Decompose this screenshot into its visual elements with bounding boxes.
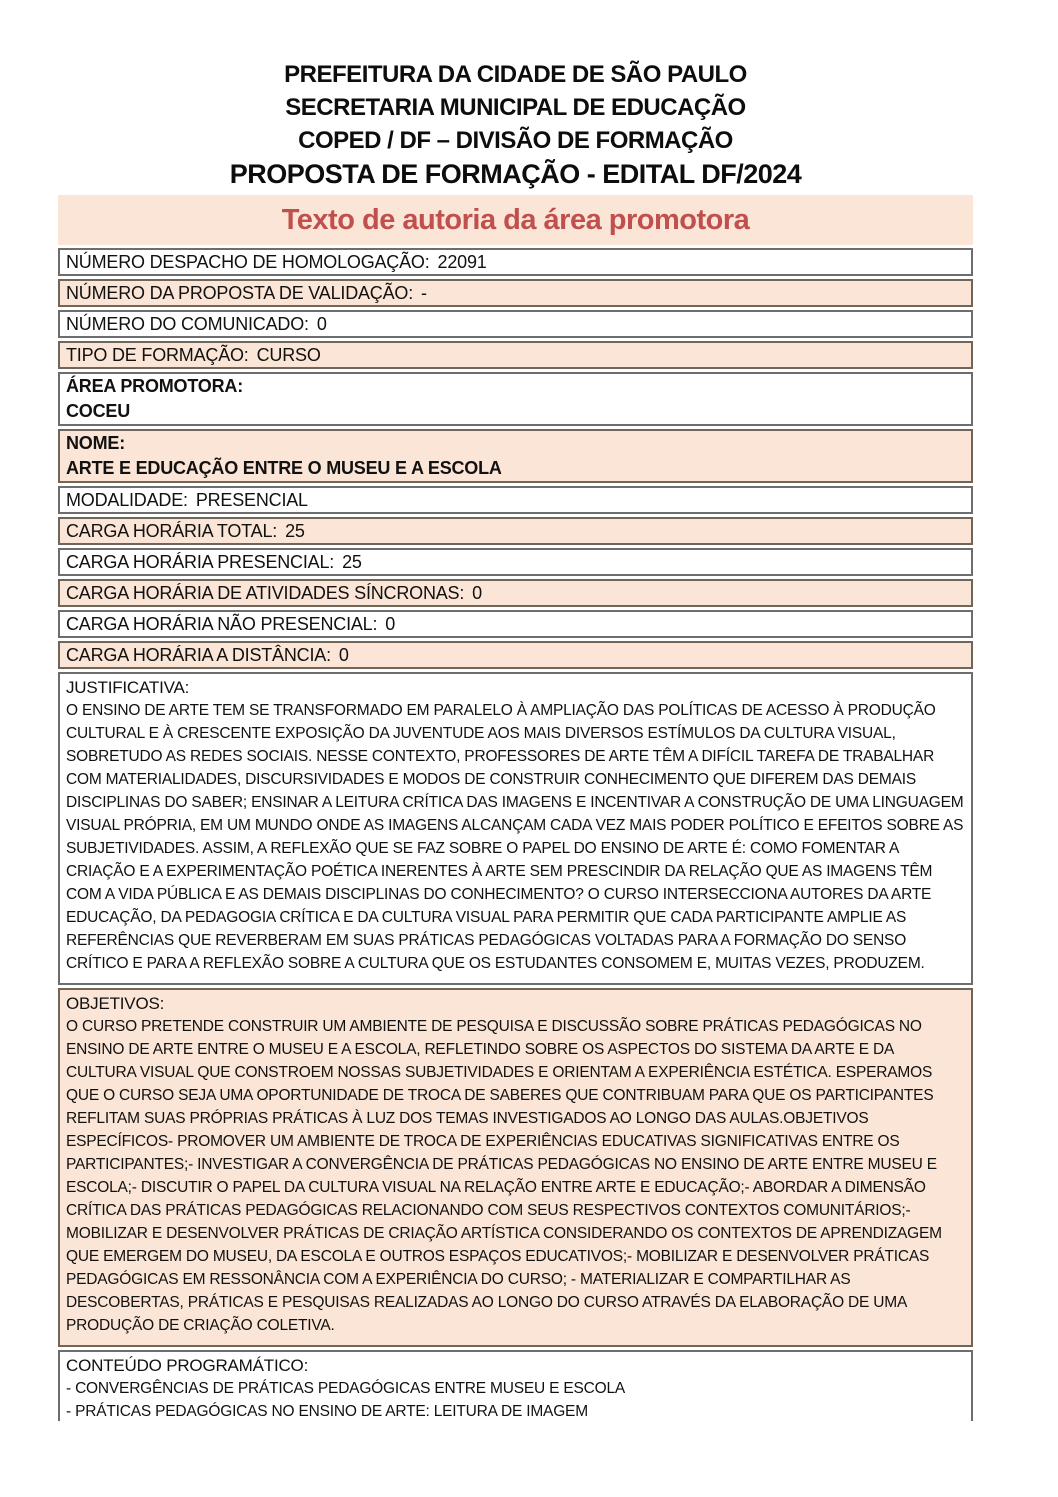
row-tipo-formacao [58,341,973,369]
section-line: - CONVERGÊNCIAS DE PRÁTICAS PEDAGÓGICAS ENTRE MUSEU E ESCOLA [66,1380,626,1397]
document-header [58,58,973,191]
row-carga-horaria-sincronas [58,579,973,607]
header-line-secretaria: SECRETARIA MUNICIPAL DE EDUCAÇÃO [285,94,746,121]
field-label: NÚMERO DA PROPOSTA DE VALIDAÇÃO: [66,282,414,303]
field-value: CURSO [256,344,321,365]
header-line-coped: COPED / DF – DIVISÃO DE FORMAÇÃO [298,127,733,154]
row-numero-despacho-homologacao [58,248,973,276]
field-value: 0 [472,582,482,603]
row-numero-proposta-validacao [58,279,973,307]
field-label: TIPO DE FORMAÇÃO: [66,344,249,365]
section-justificativa [58,672,973,985]
field-value: 0 [385,613,396,634]
field-label: CARGA HORÁRIA TOTAL: [66,520,278,541]
field-value: 0 [316,313,327,334]
field-label: CARGA HORÁRIA PRESENCIAL: [66,551,335,572]
field-value: 25 [342,551,362,572]
field-label: NÚMERO DO COMUNICADO: [66,313,309,334]
section-title: OBJETIVOS: [66,994,165,1013]
field-value: - [421,282,427,303]
field-value: 22091 [437,251,487,272]
banner-texto-autoria: Texto de autoria da área promotora [58,195,973,245]
section-conteudo-programatico [58,1350,973,1421]
section-objetivos [58,988,973,1347]
field-value: COCEU [66,401,131,421]
section-title: JUSTIFICATIVA: [66,678,190,697]
row-carga-horaria-distancia [58,641,973,669]
field-label: MODALIDADE: [66,489,188,510]
field-label: ÁREA PROMOTORA: [66,376,244,396]
header-line-prefeitura: PREFEITURA DA CIDADE DE SÃO PAULO [284,61,747,88]
document-content [58,0,973,1421]
field-label: CARGA HORÁRIA DE ATIVIDADES SÍNCRONAS: [66,582,465,603]
field-value: PRESENCIAL [195,489,308,510]
row-numero-comunicado [58,310,973,338]
header-line-proposta: PROPOSTA DE FORMAÇÃO - EDITAL DF/2024 [229,159,802,189]
row-carga-horaria-presencial [58,548,973,576]
row-nome [58,429,973,483]
form-rows [58,248,973,1421]
field-value: 25 [285,520,305,541]
section-body: O CURSO PRETENDE CONSTRUIR UM AMBIENTE DE PESQUISA E DISCUSSÃO SOBRE PRÁTICAS PEDAGÓGICAS NO ENSINO DE ARTE ENTRE O MUSEU E A ESCOLA, REFLETINDO SOBRE OS ASPECTOS DO SISTEMA DA ARTE E DA CULTURA VISUAL QUE CONSTROEM NOSSAS SUBJETIVIDADES E ORIENTAM A EXPERIÊNCIA ESTÉTICA. ESPERAMOS QUE O CURSO SEJA UMA OPORTUNIDADE DE TROCA DE SABERES QUE CONTRIBUAM PARA QUE OS PARTICIPANTES REFLITAM SUAS PRÓPRIAS PRÁTICAS À LUZ DOS TEMAS INVESTIGADOS AO LONGO DAS AULAS.OBJETIVOS ESPECÍFICOS- PROMOVER UM AMBIENTE DE TROCA DE EXPERIÊNCIAS EDUCATIVAS SIGNIFICATIVAS ENTRE OS PARTICIPANTES;- INVESTIGAR A CONVERGÊNCIA DE PRÁTICAS PEDAGÓGICAS NO ENSINO DE ARTE ENTRE MUSEU E ESCOLA;- DISCUTIR O PAPEL DA CULTURA VISUAL NA RELAÇÃO ENTRE ARTE E EDUCAÇÃO;- ABORDAR A DIMENSÃO CRÍTICA DAS PRÁTICAS PEDAGÓGICAS RELACIONANDO COM SEUS RESPECTIVOS CONTEXTOS COMUNITÁRIOS;- MOBILIZAR E DESENVOLVER PRÁTICAS DE CRIAÇÃO ARTÍSTICA CONSIDERANDO OS CONTEXTOS DE APRENDIZAGEM QUE EMERGEM DO MUSEU, DA ESCOLA E OUTROS ESPAÇOS EDUCATIVOS;- MOBILIZAR E DESENVOLVER PRÁTICAS PEDAGÓGICAS EM RESSONÂNCIA COM A EXPERIÊNCIA DO CURSO; - MATERIALIZAR E COMPARTILHAR AS DESCOBERTAS, PRÁTICAS E PESQUISAS REALIZADAS AO LONGO DO CURSO ATRAVÉS DA ELABORAÇÃO DE UMA PRODUÇÃO DE CRIAÇÃO COLETIVA. [66,1018,942,1334]
field-label: NÚMERO DESPACHO DE HOMOLOGAÇÃO: [66,251,430,272]
field-label: CARGA HORÁRIA NÃO PRESENCIAL: [66,613,378,634]
row-carga-horaria-nao-presencial [58,610,973,638]
section-line: - PRÁTICAS PEDAGÓGICAS NO ENSINO DE ARTE: LEITURA DE IMAGEM [66,1403,588,1420]
section-title: CONTEÚDO PROGRAMÁTICO: [66,1356,309,1375]
section-body: O ENSINO DE ARTE TEM SE TRANSFORMADO EM PARALELO À AMPLIAÇÃO DAS POLÍTICAS DE ACESSO À PRODUÇÃO CULTURAL E À CRESCENTE EXPOSIÇÃO DA JUVENTUDE AOS MAIS DIVERSOS ESTÍMULOS DA CULTURA VISUAL, SOBRETUDO AS REDES SOCIAIS. NESSE CONTEXTO, PROFESSORES DE ARTE TÊM A DIFÍCIL TAREFA DE TRABALHAR COM MATERIALIDADES, DISCURSIVIDADES E MODOS DE CONSTRUIR CONHECIMENTO QUE DIFEREM DAS DEMAIS DISCIPLINAS DO SABER; ENSINAR A LEITURA CRÍTICA DAS IMAGENS E INCENTIVAR A CONSTRUÇÃO DE UMA LINGUAGEM VISUAL PRÓPRIA, EM UM MUNDO ONDE AS IMAGENS ALCANÇAM CADA VEZ MAIS PODER POLÍTICO E EFEITOS SOBRE AS SUBJETIVIDADES. ASSIM, A REFLEXÃO QUE SE FAZ SOBRE O PAPEL DO ENSINO DE ARTE É: COMO FOMENTAR A CRIAÇÃO E A EXPERIMENTAÇÃO POÉTICA INERENTES À ARTE SEM PRESCINDIR DA RELAÇÃO QUE AS IMAGENS TÊM COM A VIDA PÚBLICA E AS DEMAIS DISCIPLINAS DO CONHECIMENTO? O CURSO INTERSECCIONA AUTORES DA ARTE EDUCAÇÃO, DA PEDAGOGIA CRÍTICA E DA CULTURA VISUAL PARA PERMITIR QUE CADA PARTICIPANTE AMPLIE AS REFERÊNCIAS QUE REVERBERAM EM SUAS PRÁTICAS PEDAGÓGICAS VOLTADAS PARA A FORMAÇÃO DO SENSO CRÍTICO E PARA A REFLEXÃO SOBRE A CULTURA QUE OS ESTUDANTES CONSOMEM E, MUITAS VEZES, PRODUZEM. [66,702,964,972]
field-value: 0 [338,644,349,665]
field-value: ARTE E EDUCAÇÃO ENTRE O MUSEU E A ESCOLA [66,458,502,478]
row-area-promotora [58,372,973,426]
field-label: CARGA HORÁRIA A DISTÂNCIA: [66,644,331,665]
field-label: NOME: [66,433,125,453]
row-modalidade [58,486,973,514]
row-carga-horaria-total [58,517,973,545]
